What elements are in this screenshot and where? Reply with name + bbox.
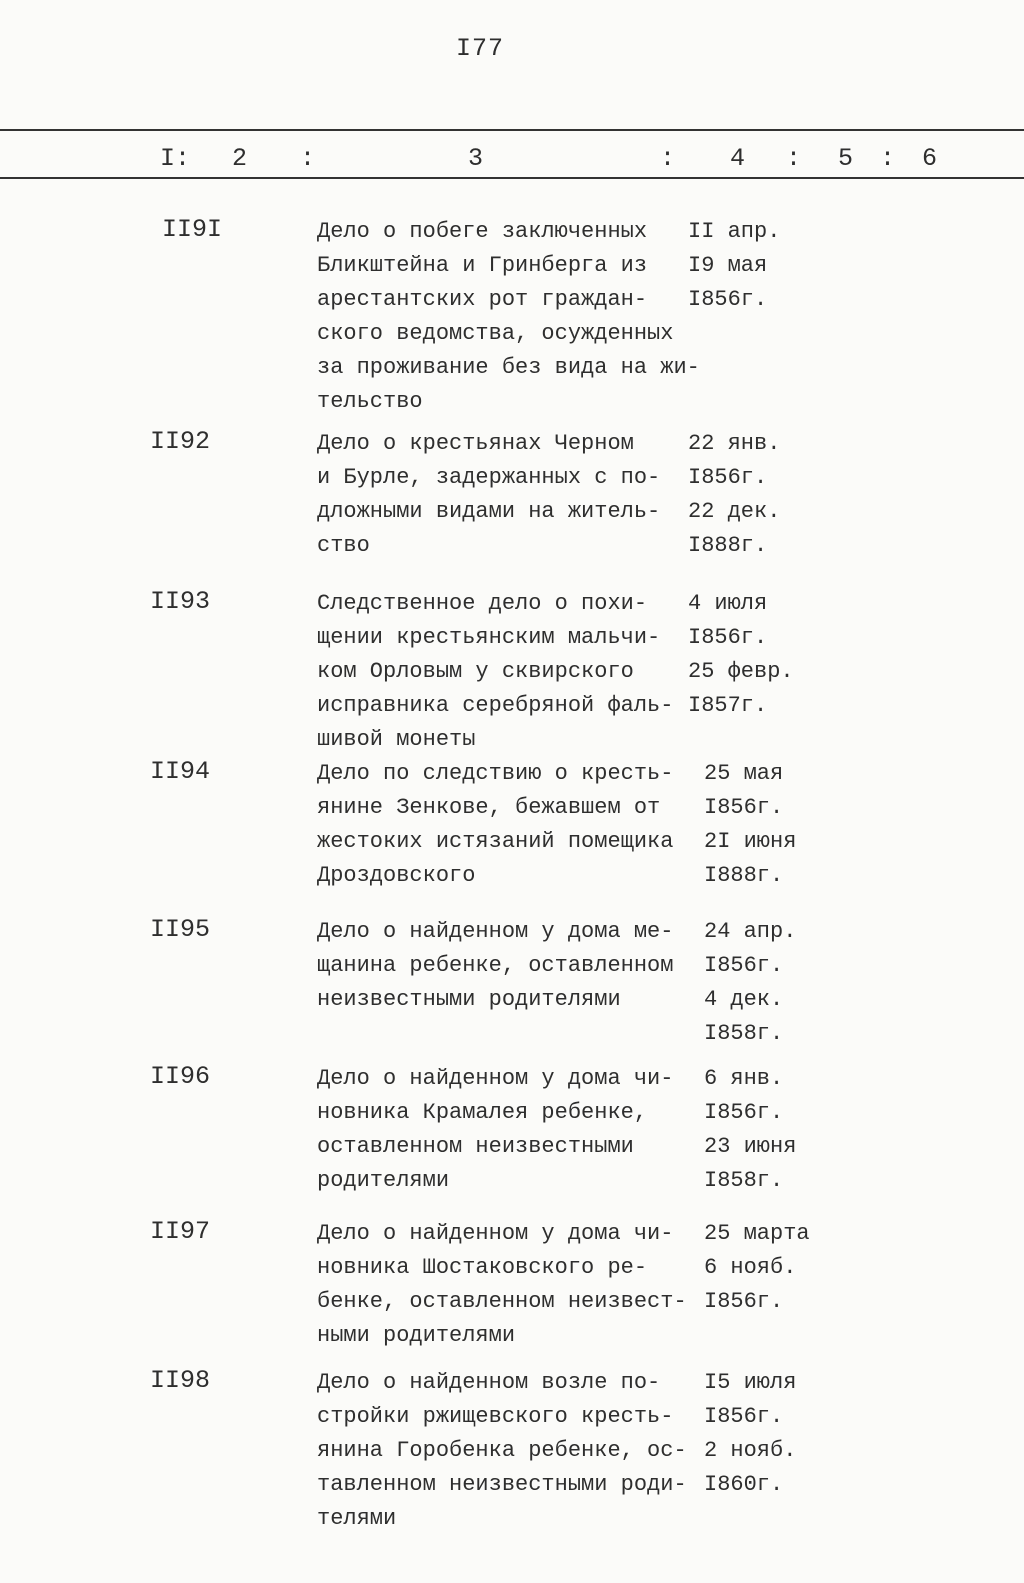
description-line: новника Крамалея ребенке, — [317, 1100, 648, 1125]
column-header-5: 5 — [838, 144, 854, 173]
description-line: тавленном неизвестными роди- — [317, 1472, 687, 1497]
description-line: Дело о найденном у дома чи- — [317, 1221, 674, 1246]
description-line: Дело о найденном у дома чи- — [317, 1066, 674, 1091]
record-description — [317, 915, 697, 1017]
date-line: I860г. — [704, 1472, 784, 1497]
column-header-6: 6 — [922, 144, 938, 173]
column-separator: : — [786, 144, 802, 173]
date-line: II апр. — [688, 219, 781, 244]
description-line: Дроздовского — [317, 863, 476, 888]
description-line: оставленном неизвестными — [317, 1134, 634, 1159]
date-line: 2 нояб. — [704, 1438, 797, 1463]
description-line: Дело о найденном возле по- — [317, 1370, 661, 1395]
date-line: 6 нояб. — [704, 1255, 797, 1280]
description-line: телями — [317, 1506, 397, 1531]
date-line: 4 июля — [688, 591, 768, 616]
column-separator: : — [300, 144, 316, 173]
date-line: 25 мая — [704, 761, 784, 786]
record-number: II92 — [150, 427, 211, 456]
record-description — [317, 1217, 697, 1353]
description-line: Дело о крестьянах Черном — [317, 431, 634, 456]
description-line: Дело о побеге заключенных — [317, 219, 648, 244]
record-description — [317, 215, 700, 419]
description-line: и Бурле, задержанных с по- — [317, 465, 661, 490]
description-line: янина Горобенка ребенке, ос- — [317, 1438, 687, 1463]
description-line: щанина ребенке, оставленном — [317, 953, 674, 978]
description-line: шивой монеты — [317, 727, 476, 752]
date-line: I5 июля — [704, 1370, 797, 1395]
description-line: Дело по следствию о кресть- — [317, 761, 674, 786]
description-line: Бликштейна и Гринберга из — [317, 253, 648, 278]
description-line: ского ведомства, осужденных — [317, 321, 674, 346]
record-number: II97 — [150, 1217, 211, 1246]
record-number: II93 — [150, 587, 211, 616]
record-number: II98 — [150, 1366, 211, 1395]
description-line: новника Шостаковского ре- — [317, 1255, 648, 1280]
record-dates — [704, 757, 844, 893]
record-number: II94 — [150, 757, 211, 786]
record-dates — [704, 1217, 844, 1319]
date-line: I856г. — [688, 625, 768, 650]
column-separator: : — [660, 144, 676, 173]
date-line: I857г. — [688, 693, 768, 718]
description-line: за проживание без вида на жи- — [317, 355, 700, 380]
description-line: неизвестными родителями — [317, 987, 621, 1012]
record-description — [317, 757, 697, 893]
date-line: 4 дек. — [704, 987, 784, 1012]
date-line: I9 мая — [688, 253, 768, 278]
record-dates — [704, 1062, 844, 1198]
date-line: 25 марта — [704, 1221, 810, 1246]
description-line: ными родителями — [317, 1323, 516, 1348]
record-number: II96 — [150, 1062, 211, 1091]
date-line: I858г. — [704, 1021, 784, 1046]
column-header-1: I: — [160, 144, 191, 173]
table-header-rule — [0, 177, 1024, 179]
description-line: щении крестьянским мальчи- — [317, 625, 661, 650]
description-line: ство — [317, 533, 370, 558]
date-line: I856г. — [704, 1100, 784, 1125]
description-line: арестантских рот граждан- — [317, 287, 648, 312]
description-line: дложными видами на житель- — [317, 499, 661, 524]
date-line: I856г. — [704, 1289, 784, 1314]
date-line: I888г. — [688, 533, 768, 558]
description-line: бенке, оставленном неизвест- — [317, 1289, 687, 1314]
date-line: I856г. — [704, 795, 784, 820]
date-line: I888г. — [704, 863, 784, 888]
description-line: жестоких истязаний помещика — [317, 829, 674, 854]
description-line: Дело о найденном у дома ме- — [317, 919, 674, 944]
description-line: тельство — [317, 389, 423, 414]
record-dates — [688, 587, 828, 723]
record-number: II9I — [162, 215, 223, 244]
record-number: II95 — [150, 915, 211, 944]
record-dates — [688, 215, 828, 317]
description-line: родителями — [317, 1168, 450, 1193]
record-description — [317, 1062, 697, 1198]
date-line: I856г. — [688, 465, 768, 490]
description-line: исправника серебряной фаль- — [317, 693, 674, 718]
date-line: 22 янв. — [688, 431, 781, 456]
column-separator: : — [880, 144, 896, 173]
column-header-4: 4 — [730, 144, 746, 173]
record-dates — [704, 915, 844, 1051]
record-dates — [704, 1366, 844, 1502]
record-description — [317, 427, 697, 563]
date-line: 2I июня — [704, 829, 797, 854]
date-line: 25 февр. — [688, 659, 794, 684]
date-line: 22 дек. — [688, 499, 781, 524]
date-line: I856г. — [688, 287, 768, 312]
date-line: I856г. — [704, 953, 784, 978]
column-header-3: 3 — [468, 144, 484, 173]
date-line: 23 июня — [704, 1134, 797, 1159]
description-line: стройки ржищевского кресть- — [317, 1404, 674, 1429]
table-top-rule — [0, 129, 1024, 131]
date-line: I856г. — [704, 1404, 784, 1429]
description-line: Следственное дело о похи- — [317, 591, 648, 616]
description-line: янине Зенкове, бежавшем от — [317, 795, 661, 820]
record-dates — [688, 427, 828, 563]
record-description — [317, 1366, 697, 1536]
page-number: I77 — [455, 34, 504, 63]
record-description — [317, 587, 697, 757]
date-line: 6 янв. — [704, 1066, 784, 1091]
date-line: 24 апр. — [704, 919, 797, 944]
date-line: I858г. — [704, 1168, 784, 1193]
column-header-2: 2 — [232, 144, 248, 173]
description-line: ком Орловым у сквирского — [317, 659, 634, 684]
